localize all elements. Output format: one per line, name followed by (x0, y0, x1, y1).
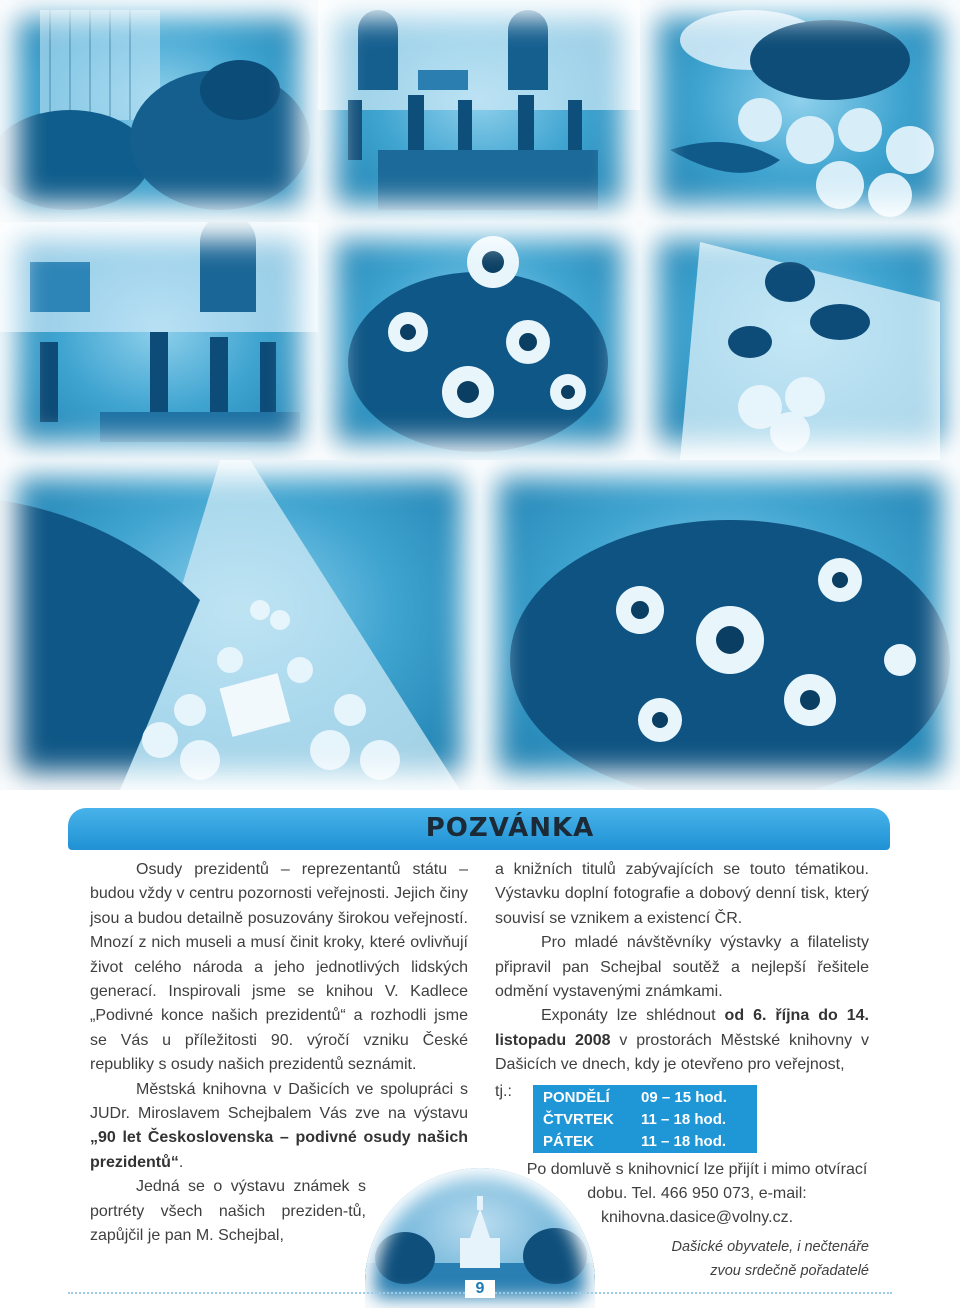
dates-paragraph (495, 1004, 869, 1077)
photo-long-fruit-tables (0, 460, 480, 790)
books-paragraph: a knižních titulů zabývajících se touto tématikou. Výstavku doplní fotografie a dobový denní tisk, který souvisí se vznikem a existencí ČR. (495, 861, 869, 927)
signature-line-2: zvou srdečně pořadatelé (710, 1263, 869, 1280)
banner-title: POZVÁNKA (425, 813, 595, 843)
exhibition-title: „90 let Československa – podivné osudy našich prezidentů“ (90, 1129, 468, 1171)
photo-library-hall (0, 222, 318, 460)
invitation-text: Městská knihovna v Dašicích ve spolupráci s JUDr. Miroslavem Schejbalem Vás zve na výstavu (90, 1080, 468, 1123)
photo-fruit-display (640, 0, 960, 222)
photo-exhibition-visitors (318, 0, 640, 222)
hours-time: 11 – 18 hod. (641, 1110, 727, 1128)
hours-time: 11 – 18 hod. (641, 1132, 727, 1150)
contact-paragraph: Po domluvě s knihovnicí lze přijít i mimo otvírací dobu. Tel. 466 950 073, e-mail: knihovna.dasice@volny.cz. (526, 1160, 868, 1227)
dates-text: Exponáty lze shlédnout (541, 1007, 725, 1025)
hours-row-friday (543, 1131, 757, 1153)
photo-exhibition-hall-plants (0, 0, 318, 222)
stamps-paragraph: Jedná se o výstavu známek s portréty všech našich preziden-tů, zapůjčil je pan M. Schejbal, (90, 1178, 366, 1245)
tj-label: tj.: (495, 1082, 512, 1100)
photo-flower-arrangement (480, 460, 960, 790)
signature-line-1: Dašické obyvatele, i nečtenáře (671, 1238, 869, 1255)
exhibition-dates: od 6. října do 14. listopadu 2008 (495, 1007, 870, 1049)
page-number: 9 (465, 1280, 495, 1298)
hours-day: PÁTEK (543, 1132, 594, 1150)
invitation-end: . (178, 1153, 184, 1171)
competition-paragraph: Pro mladé návštěvníky výstavky a filatelisty připravil pan Schejbal soutěž a nejlepší řešitele odmění vystavenými známkami. (495, 934, 869, 1001)
invitation-paragraph (90, 1078, 468, 1176)
hours-row-thursday (543, 1109, 757, 1131)
intro-paragraph: Osudy prezidentů – reprezentantů státu – budou vždy v centru pozornosti veřejnosti. Jejich činy jsou a budou detailně posuzovány širokou veřejností. Mnozí z nich museli a musí činit kroky, které ovlivňují život celého národa a jeho jednotlivých lidských generací. Inspirovali jsme se knihou V. Kadlece „Podivné konce našich prezidentů“ a rozhodli jsme se Vás u příležitosti 90. výročí vzniku České republiky s osudy našich prezidentů seznámit. (90, 861, 468, 1074)
hours-time: 09 – 15 hod. (641, 1088, 727, 1106)
opening-hours-box (533, 1085, 757, 1153)
dates-location: v prostorách Městské knihovny v Dašicích ve dnech, kdy je otevřeno pro veřejnost, (495, 1031, 869, 1074)
photo-sunflowers (318, 222, 640, 460)
hours-row-monday (543, 1087, 757, 1109)
photo-vegetable-table (640, 222, 960, 460)
hours-day: PONDĚLÍ (543, 1088, 610, 1106)
opening-hours (495, 1080, 869, 1158)
hours-day: ČTVRTEK (543, 1110, 614, 1128)
